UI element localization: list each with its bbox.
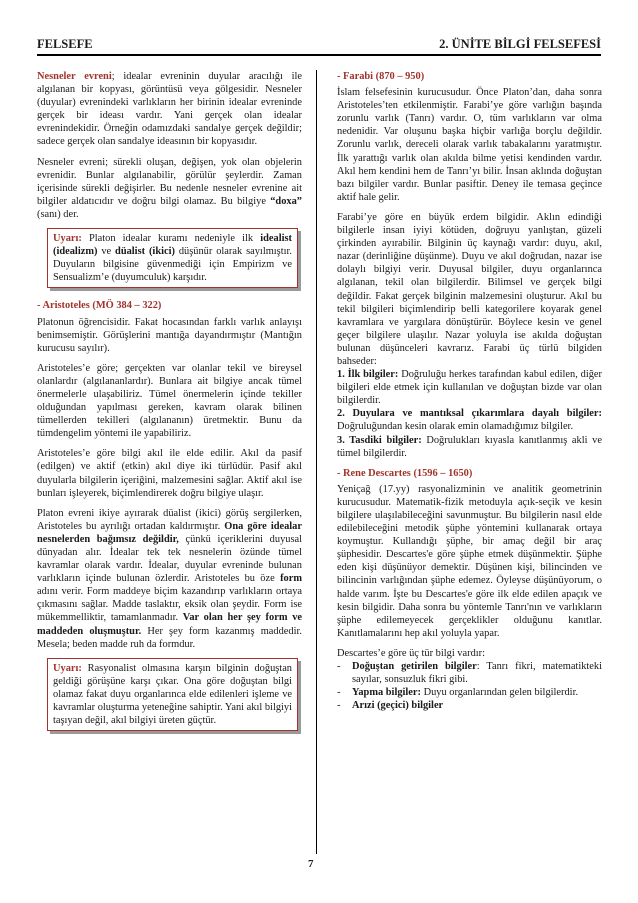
warning-box-platon: Uyarı: Platon idealar kuramı nedeniyle ilk idealist (idealizm) ve düalist (ikici) düşünür olarak sayılmıştır. Duyuların bilgisine güvenmediği için Empirizm ve Sensualizm’e (duyumculuk) karşıdır. [47,228,298,288]
column-divider [316,70,317,854]
heading-descartes: - Rene Descartes (1596 – 1650) [337,467,473,479]
paragraph-farabi-2: Farabi’ye göre en büyük erdem bilgidir. Aklın edindiği bilgilerle insan iyiyi kötüden, doğruyu yanlıştan, güzeli çirkinden ayırabilir. Bilginin üç kaynağı vardır: duyu, akıl, nazar (derinliğine düşünme). Duyu ve akıl doğrudan, nazar ise dolaylı bilgiyi verir. Duyusal bilgiler, duyu organlarınca algılanan, tekil olan bilgilerdir. Bilimsel ve gerçek bilgi değildir. Fakat gerçek bilginin malzemesini oluşturur. Akıl bu tekil bilgileri biçimlendirip belli kategorilere koyarak genel kavramlara ve yargılara dönüştürür. Böylece kesin ve genel geçer bilgilere ulaşılır. Nazar yoluyla ise akılda doğuştan bulunan düşünceleri kavrarız. Farabi üç türlü bilgiden bahseder: [337,211,602,367]
paragraph-nesneler-evreni: Nesneler evreni; idealar evreninin duyular aracılığı ile algılanan bir kopyası, görüntüsü veya gölgesidir. Nesneler (duyular) evrenindeki varlıkların her birinin idealar evreninde gerçek bir ideası vardır. Yani gerçek olan idealar evrenindekidir. Örneğin odamızdaki sandalye gerçek değildir; sadece gerçek olan sandalye ideasının bir kopyasıdır. [37,71,302,148]
left-column [37,70,302,742]
paragraph-farabi-1: İslam felsefesinin kurucusudur. Önce Platon’dan, daha sonra Aristoteles’ten etkilenmiştir. Farabi’ye göre varlığın başında zorunlu varlık (Tanrı) vardır. O, tüm varlıkların var olma nedenidir. Var oluşunu başka hiçbir varlığa borçlu değildir. Zorunlu varlık, dereceli olarak varlık tabakalarını yaratmıştır. İlk yarattığı varlık olan akılda bilme yetisi kendinden vardır. Akıl hem kendini hem de Tanrı’yı bilir. İnsan aklında doğuştan bazı bilgiler vardır. Bunlar pasiftir. Deney ile temasa geçince aktif hale gelir. [337,87,602,203]
paragraph-descartes-2: Descartes’e göre üç tür bilgi vardır: [337,647,486,659]
header-unit-title: 2. ÜNİTE BİLGİ FELSEFESİ [439,37,601,51]
list-item: - Yapma bilgiler: Duyu organlarından gelen bilgilerdir. [337,687,579,699]
right-column [337,70,602,712]
knowledge-type-1: 1. İlk bilgiler: Doğruluğu herkes tarafından kabul edilen, diğer bilgileri elde etmek için kullanılan ve doğuştan bizde var olan bilgilerdir. [337,369,603,407]
knowledge-type-2: 2. Duyulara ve mantıksal çıkarımlara dayalı bilgiler: Doğruluğundan kesin olarak emin olamadığımız bilgiler. [337,408,602,433]
paragraph-descartes-1: Yeniçağ (17.yy) rasyonalizminin ve analitik geometrinin kurucusudur. Matematik-fizik metoduyla açık-seçik ve kesin bilgilere ulaşılabileceğini savunmuştur. Bu bilgilerin nasıl elde edilebileceğini metodik şüphe yöntemini kullanarak ortaya koymuştur. Kullandığı şüphe, bir amaç değil bir araç şüphesidir. Descartes'e göre şüphe etmek düşünmektir. Şüphe eden kişi düşünüyor demektir. Düşünen kişi, bilincinden ve bilincinin varlığından şüphe edemez. Öyleyse düşünüyorum, o halde varım. İşte bu Descartes'e göre ilk elde edilen apaçık ve kesin bilgidir. Daha sonra bu yöntemle Tanrı'nın ve varlıkların şüphe edilemeyecek gerçeklikler olduğunu kanıtlar. Kanıtlamalarını hep akıl yoluyla yapar. [337,483,602,639]
descartes-knowledge-list [337,660,602,712]
heading-farabi: - Farabi (870 – 950) [337,71,425,82]
list-item: - Arızi (geçici) bilgiler [337,700,444,712]
page-header [37,28,601,56]
knowledge-type-3: 3. Tasdiki bilgiler: Doğrulukları kıyasla kanıtlanmış akli ve tümel bilgilerdir. [337,434,602,459]
heading-aristoteles: - Aristoteles (MÖ 384 – 322) [37,300,162,312]
paragraph-doxa: Nesneler evreni; sürekli oluşan, değişen, yok olan objelerin evrenidir. Bunlar algılanabilir, görülür şeylerdir. Zaman içerisinde sürekli değişirler. Bu nedenle nesneler evrenine ait bilgiler aldatıcıdır ve doğru bilgi olamaz. Bu bilgiye “doxa” (sanı) der. [37,156,302,220]
paragraph-aristoteles-3: Aristoteles’e göre bilgi akıl ile elde edilir. Akıl da pasif (edilgen) ve aktif (etkin) akıl diye iki türlüdür. Pasif akıl duyularla bilgilerin içeriğini, malzemesini sağlar. Aktif akıl ise bunları işleyerek, biçimlendirerek doğru bilgiye ulaşır. [37,448,302,499]
list-item: - Doğuştan getirilen bilgiler: Tanrı fikri, matematikteki sayılar, sonsuzluk fikri gibi. [337,661,602,686]
header-subject: FELSEFE [37,37,93,51]
warning-label: Uyarı: [53,233,82,245]
page-number: 7 [308,858,314,870]
paragraph-aristoteles-4: Platon evreni ikiye ayırarak düalist (ikici) görüş sergilerken, Aristoteles bu ayrılığı ortadan kaldırmıştır. Ona göre idealar nesnelerden bağımsız değildir, çünkü içeriklerini duyusal dünyadan alır. İdealar tek tek nesnelerin özünde tümel kavramlar olarak vardır. İdealar, duyular evreninde bulunan varlıkların içinde bulunan özlerdir. Aristoteles bu öze form adını verir. Form maddeye biçim kazandırıp varlıkların ortaya çıkmasını sağlar. Madde taslaktır, eksik olan şeydir. Form ise mükemmelliktir, tamamlanmadır. Var olan her şey form ve maddeden oluşmuştur. Her şey form kazanmış maddedir. Mesela; beden madde ruh da formdur. [37,507,303,650]
paragraph-aristoteles-1: Platonun öğrencisidir. Fakat hocasından farklı varlık anlayışı benimsemiştir. Görüşlerini mantığa dayandırmıştır (Mantığın kurucusu sayılır). [37,316,302,354]
warning-box-aristoteles: Uyarı: Rasyonalist olmasına karşın bilginin doğuştan geldiği görüşüne karşı çıkar. Ona göre doğuştan bilgi olamaz fakat duyu organlarınca elde edilenleri işleme ve kavramlar oluşturma yeteneğine sahiptir. Yani akıl bilgiyi taşıyan değil, akıl bilgiyi üreten güçtür. [47,658,298,731]
paragraph-aristoteles-2: Aristoteles’e göre; gerçekten var olanlar tekil ve bireysel olanlardır (algılananlardır). Bunlara ait bilgiye ancak tümel önermelerle ulaşabiliriz. Tümel önermelerin içinde tekiller olduğundan yapılması gereken, kavram olarak bilinen tümellerden tekilleri (algılananın) üretmektir. Bunu da tümdengelim yöntemi ile yapabiliriz. [37,362,302,440]
warning-label: Uyarı: [53,662,82,674]
